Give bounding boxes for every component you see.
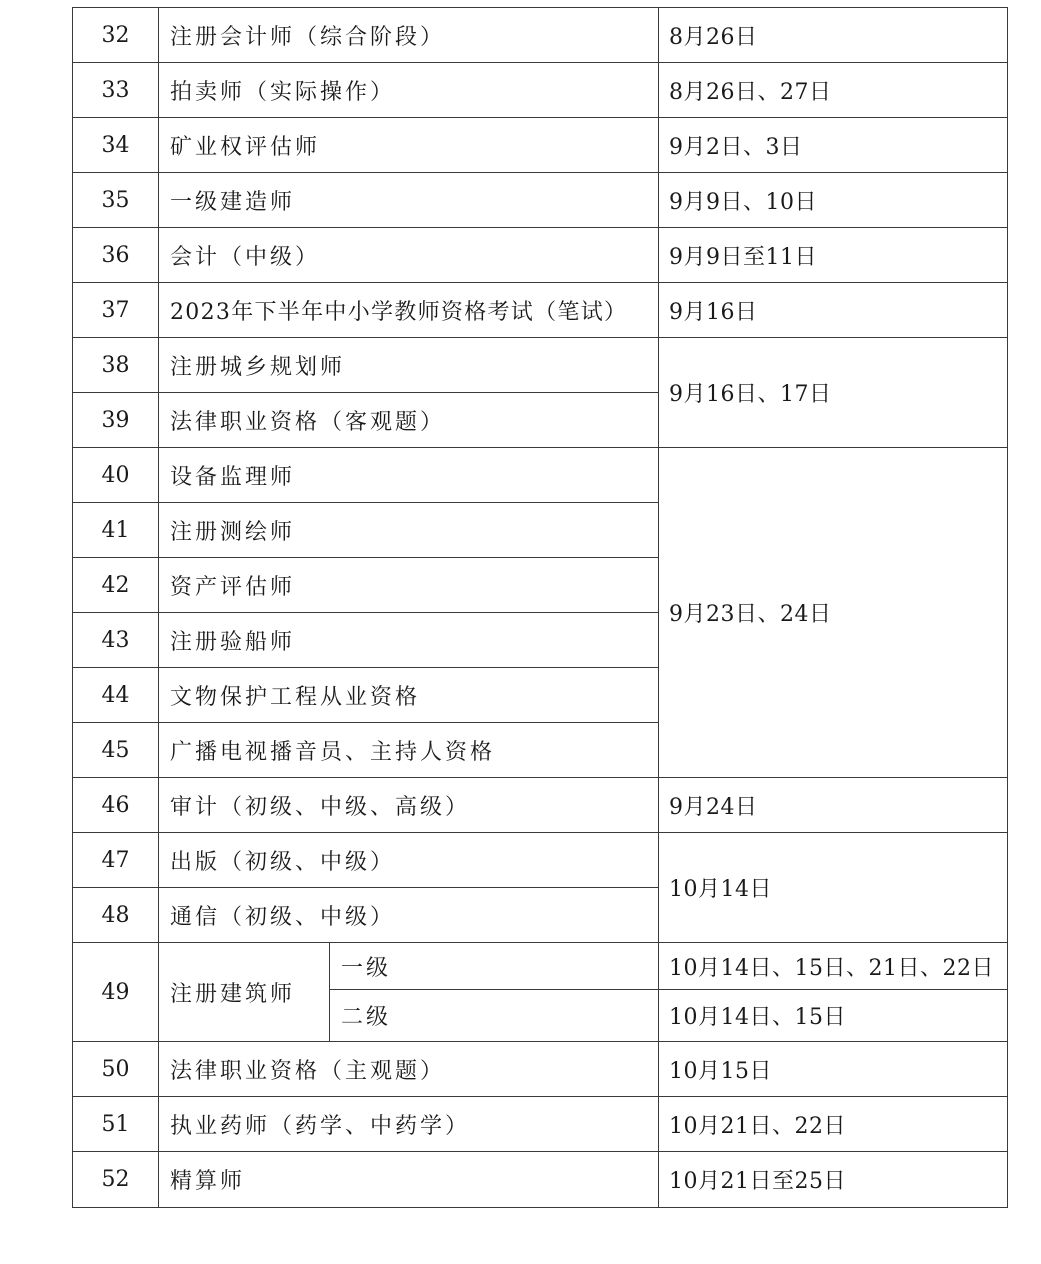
- row-number: 41: [73, 503, 159, 558]
- row-number: 44: [73, 668, 159, 723]
- exam-date: 9月16日: [659, 283, 1008, 338]
- row-number: 45: [73, 723, 159, 778]
- table-row: [73, 338, 1008, 393]
- row-number: 46: [73, 778, 159, 833]
- exam-name: 注册会计师（综合阶段）: [159, 8, 659, 63]
- exam-name: 出版（初级、中级）: [159, 833, 659, 888]
- row-number: 49: [73, 943, 159, 1042]
- exam-date: 10月21日、22日: [659, 1097, 1008, 1152]
- exam-date: 10月15日: [659, 1042, 1008, 1097]
- exam-name: 注册验船师: [159, 613, 659, 668]
- exam-name: 法律职业资格（主观题）: [159, 1042, 659, 1097]
- exam-date: 8月26日、27日: [659, 63, 1008, 118]
- exam-name: 注册建筑师: [159, 943, 330, 1042]
- exam-name: 广播电视播音员、主持人资格: [159, 723, 659, 778]
- table-row: [73, 118, 1008, 173]
- exam-date: 10月14日: [659, 833, 1008, 943]
- table-row: [73, 833, 1008, 888]
- exam-name: 注册城乡规划师: [159, 338, 659, 393]
- row-number: 35: [73, 173, 159, 228]
- table-row: [73, 778, 1008, 833]
- exam-name: 通信（初级、中级）: [159, 888, 659, 943]
- table-row: [73, 8, 1008, 63]
- table-row: [73, 448, 1008, 503]
- exam-name: 会计（中级）: [159, 228, 659, 283]
- row-number: 33: [73, 63, 159, 118]
- table-row: [73, 283, 1008, 338]
- exam-date: 10月14日、15日: [659, 990, 1008, 1042]
- exam-name: 拍卖师（实际操作）: [159, 63, 659, 118]
- exam-level: 二级: [330, 990, 659, 1042]
- exam-name: 设备监理师: [159, 448, 659, 503]
- row-number: 40: [73, 448, 159, 503]
- exam-date: 9月16日、17日: [659, 338, 1008, 448]
- row-number: 51: [73, 1097, 159, 1152]
- table-row: [73, 228, 1008, 283]
- table-row: [73, 1152, 1008, 1208]
- exam-name: 文物保护工程从业资格: [159, 668, 659, 723]
- exam-name: 执业药师（药学、中药学）: [159, 1097, 659, 1152]
- exam-date: 8月26日: [659, 8, 1008, 63]
- exam-date: 9月24日: [659, 778, 1008, 833]
- row-number: 37: [73, 283, 159, 338]
- exam-date: 10月21日至25日: [659, 1152, 1008, 1208]
- exam-name: 法律职业资格（客观题）: [159, 393, 659, 448]
- exam-name: 2023年下半年中小学教师资格考试（笔试）: [159, 283, 659, 338]
- exam-name: 一级建造师: [159, 173, 659, 228]
- row-number: 43: [73, 613, 159, 668]
- exam-date: 9月23日、24日: [659, 448, 1008, 778]
- table-row: [73, 1042, 1008, 1097]
- table-row: [73, 63, 1008, 118]
- row-number: 42: [73, 558, 159, 613]
- exam-date: 9月9日至11日: [659, 228, 1008, 283]
- row-number: 39: [73, 393, 159, 448]
- row-number: 36: [73, 228, 159, 283]
- row-number: 47: [73, 833, 159, 888]
- row-number: 52: [73, 1152, 159, 1208]
- exam-date: 9月2日、3日: [659, 118, 1008, 173]
- exam-name: 注册测绘师: [159, 503, 659, 558]
- row-number: 34: [73, 118, 159, 173]
- table-row: [73, 943, 1008, 990]
- exam-name: 矿业权评估师: [159, 118, 659, 173]
- row-number: 32: [73, 8, 159, 63]
- exam-name: 资产评估师: [159, 558, 659, 613]
- table-row: [73, 1097, 1008, 1152]
- row-number: 48: [73, 888, 159, 943]
- row-number: 38: [73, 338, 159, 393]
- exam-date: 10月14日、15日、21日、22日: [659, 943, 1008, 990]
- table-row: [73, 173, 1008, 228]
- exam-name: 精算师: [159, 1152, 659, 1208]
- exam-name: 审计（初级、中级、高级）: [159, 778, 659, 833]
- exam-date: 9月9日、10日: [659, 173, 1008, 228]
- exam-level: 一级: [330, 943, 659, 990]
- exam-schedule-table: [72, 7, 1008, 1208]
- row-number: 50: [73, 1042, 159, 1097]
